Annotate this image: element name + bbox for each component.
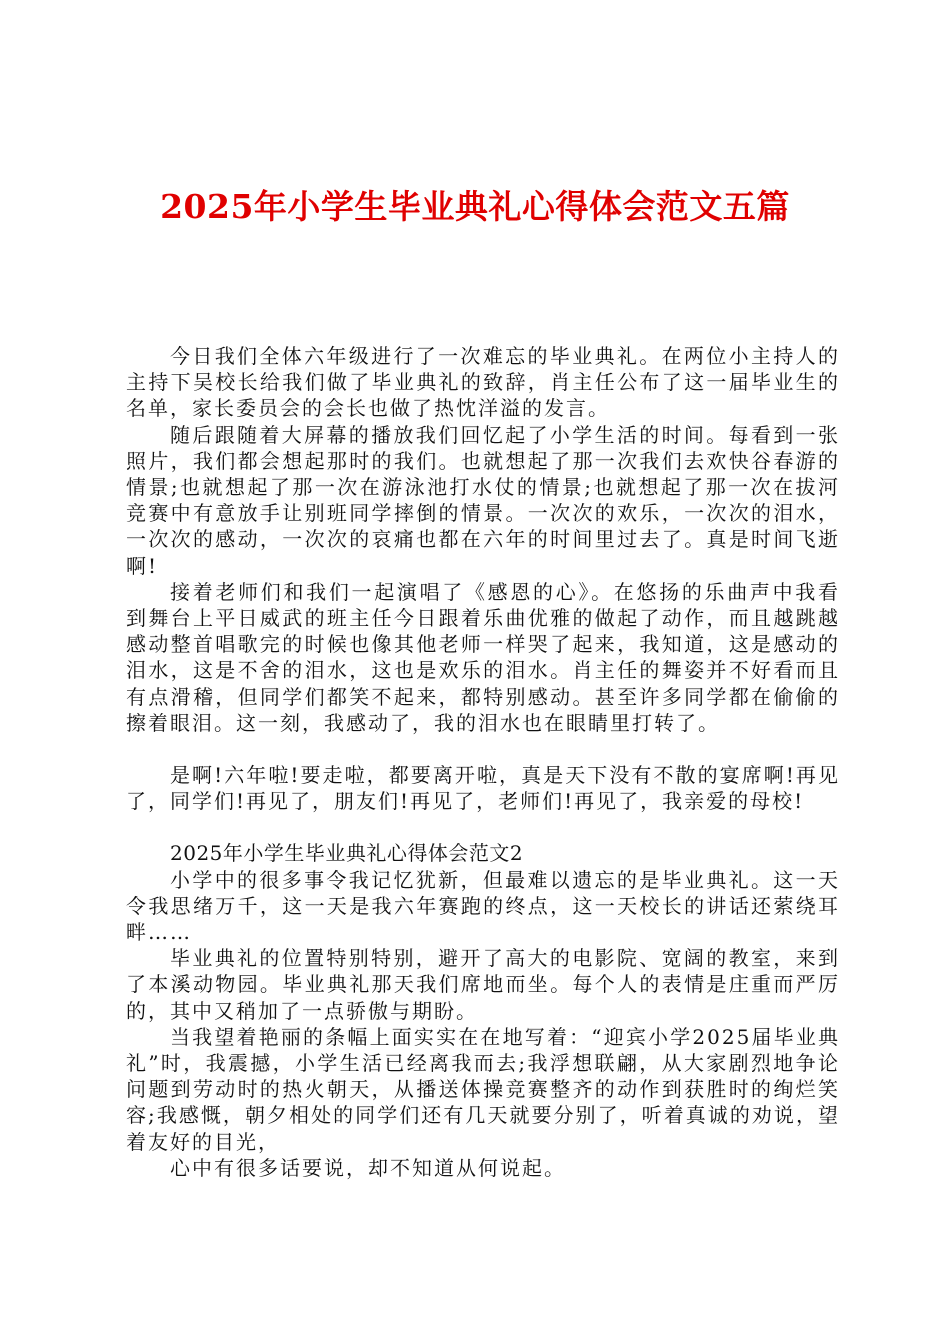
paragraph: 毕业典礼的位置特别特别，避开了高大的电影院、宽阔的教室，来到了本溪动物园。毕业典礼那天我们席地而坐。每个人的表情是庄重而严厉的，其中又稍加了一点骄傲与期盼。 xyxy=(126,946,840,1023)
spacer xyxy=(126,814,840,840)
paragraph: 接着老师们和我们一起演唱了《感恩的心》。在悠扬的乐曲声中我看到舞台上平日威武的班主任今日跟着乐曲优雅的做起了动作，而且越跳越感动整首唱歌完的时候也像其他老师一样哭了起来，我知道，这是感动的泪水，这是不舍的泪水，这也是欢乐的泪水。肖主任的舞姿并不好看而且有点滑稽，但同学们都笑不起来，都特别感动。甚至许多同学都在偷偷的擦着眼泪。这一刻，我感动了，我的泪水也在眼睛里打转了。 xyxy=(126,579,840,735)
paragraph: 心中有很多话要说，却不知道从何说起。 xyxy=(170,1155,566,1180)
document-body xyxy=(126,343,840,1181)
section-subheading: 2025年小学生毕业典礼心得体会范文2 xyxy=(170,841,524,866)
paragraph: 当我望着艳丽的条幅上面实实在在地写着：“迎宾小学2025届毕业典礼”时，我震撼，小学生活已经离我而去;我浮想联翩，从大家剧烈地争论问题到劳动时的热火朝天，从播送体操竞赛整齐的动作到获胜时的绚烂笑容;我感慨，朝夕相处的同学们还有几天就要分别了，听着真诚的劝说，望着友好的目光， xyxy=(126,1024,840,1154)
paragraph: 今日我们全体六年级进行了一次难忘的毕业典礼。在两位小主持人的主持下吴校长给我们做了毕业典礼的致辞，肖主任公布了这一届毕业生的名单，家长委员会的会长也做了热忱洋溢的发言。 xyxy=(126,344,840,421)
paragraph: 随后跟随着大屏幕的播放我们回忆起了小学生活的时间。每看到一张照片，我们都会想起那时的我们。也就想起了那一次我们去欢快谷春游的情景;也就想起了那一次在游泳池打水仗的情景;也就想起了那一次在拔河竞赛中有意放手让别班同学摔倒的情景。一次次的欢乐，一次次的泪水，一次次的感动，一次次的哀痛也都在六年的时间里过去了。真是时间飞逝啊! xyxy=(126,422,840,578)
paragraph: 是啊!六年啦!要走啦，都要离开啦，真是天下没有不散的宴席啊!再见了，同学们!再见了，朋友们!再见了，老师们!再见了，我亲爱的母校! xyxy=(126,763,840,814)
paragraph: 小学中的很多事令我记忆犹新，但最难以遗忘的是毕业典礼。这一天令我思绪万千，这一天是我六年赛跑的终点，这一天校长的讲话还萦绕耳畔…… xyxy=(126,867,840,945)
spacer xyxy=(126,736,840,762)
document-title: 2025年小学生毕业典礼心得体会范文五篇 xyxy=(160,187,790,226)
